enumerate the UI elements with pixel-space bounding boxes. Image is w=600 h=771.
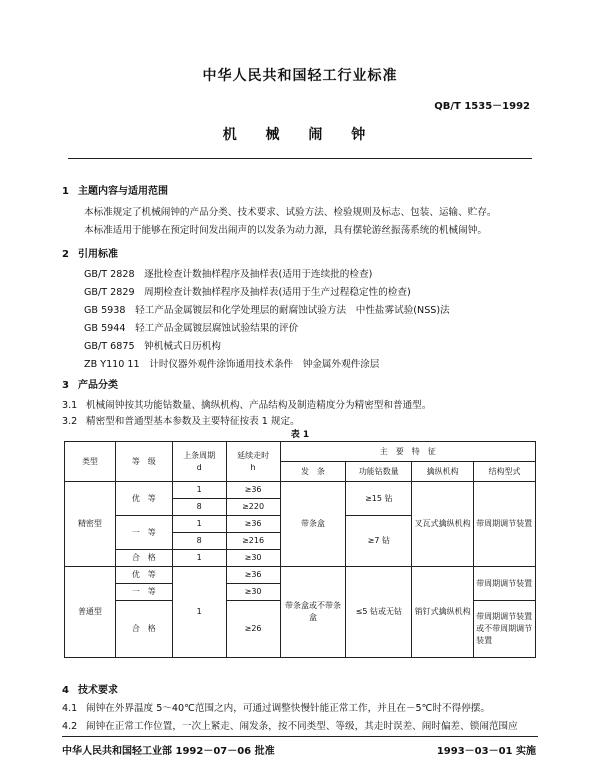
document-title: 机 械 闹 钟 [222,127,378,143]
header-period [172,442,226,482]
grade-first: 一 等 [115,516,172,550]
structure-ordinary-1: 带周期调节装置 [474,567,536,601]
section-title: 技术要求 [78,685,118,696]
jewels-ordinary: ≤5 钻或无钻 [346,567,412,658]
header-period-label: 上条周期 [183,450,216,460]
footer-rule [62,736,538,737]
header-period-unit: d [196,462,202,472]
type-precision: 精密型 [65,482,116,567]
section-number: 4 [62,685,69,696]
reference-item: GB/T 6875 钟机械式日历机构 [84,341,221,352]
runtime-cell: ≥30 [226,550,280,567]
reference-item: ZB Y110 11 计时仪器外观件涂饰通用技术条件 钟金属外观件涂层 [84,359,380,370]
structure-precision: 带周期调节装置 [474,482,536,567]
section-2-heading [62,245,118,260]
grade-pass: 合 格 [115,550,172,567]
runtime-cell: ≥26 [226,601,280,658]
reference-item: GB 5944 轻工产品金属镀层腐蚀试验结果的评价 [84,323,299,334]
section-3-heading [62,376,118,391]
standard-title: 中华人民共和国轻工行业标准 [202,68,398,84]
runtime-cell: ≥36 [226,516,280,533]
paragraph: 本标准适用于能够在预定时间发出闹声的以发条为动力源，具有摆轮游丝振荡系统的机械闹钟。 [84,225,487,236]
grade-first: 一 等 [115,584,172,601]
clause-text: 机械闹钟按其功能钻数量、擒纵机构、产品结构及制造精度分为精密型和普通型。 [86,400,432,411]
jewels-7: ≥7 钻 [346,516,412,567]
footer-effective-date: 1993－03－01 实施 [436,746,536,757]
spring-ordinary: 带条盒或不带条盒 [280,567,346,658]
header-grade: 等 级 [115,442,172,482]
clause-3-1 [62,397,431,411]
grade-excellent: 优 等 [115,567,172,584]
paragraph: 本标准规定了机械闹钟的产品分类、技术要求、试验方法、检验规则及标志、包装、运输、贮存。 [84,207,497,218]
runtime-cell: ≥36 [226,482,280,499]
runtime-cell: ≥30 [226,584,280,601]
header-jewels: 功能钻数量 [346,462,412,482]
footer-approval: 中华人民共和国轻工业部 1992－07－06 批准 [62,746,275,757]
table-1 [64,441,536,658]
section-number: 3 [62,380,69,391]
header-runtime [226,442,280,482]
table-row [65,482,536,499]
section-title: 主题内容与适用范围 [78,186,168,197]
reference-item: GB/T 2828 逐批检查计数抽样程序及抽样表(适用于连续批的检查) [84,269,373,280]
period-cell: 1 [172,516,226,533]
period-cell: 8 [172,499,226,516]
clause-text: 精密型和普通型基本参数及主要特征按表 1 规定。 [86,416,300,427]
table-caption: 表 1 [290,430,310,440]
reference-item: GB/T 2829 周期检查计数抽样程序及抽样表(适用于生产过程稳定性的检查) [84,287,411,298]
runtime-cell: ≥220 [226,499,280,516]
header-runtime-label: 延续走时 [237,450,270,460]
section-1-heading [62,182,168,197]
period-cell: 1 [172,550,226,567]
clause-4-2 [62,718,518,732]
reference-item: GB 5938 轻工产品金属镀层和化学处理层的耐腐蚀试验方法 中性盐雾试验(NSS)法 [84,305,450,316]
clause-number: 3.2 [62,416,78,427]
grade-pass: 合 格 [115,601,172,658]
header-type: 类型 [65,442,116,482]
clause-text: 闹钟在外界温度 5～40℃范围之内，可通过调整快慢针能正常工作，并且在－5℃时不得停摆。 [86,703,490,714]
structure-ordinary-2: 带周期调节装置或不带周期调节装置 [474,601,536,658]
period-cell: 8 [172,533,226,550]
header-structure: 结构型式 [474,462,536,482]
jewels-15: ≥15 钻 [346,482,412,516]
spring-precision: 带条盒 [280,482,346,567]
clause-number: 4.2 [62,721,78,732]
header-runtime-unit: h [250,462,256,472]
escapement-ordinary: 销钉式擒纵机构 [412,567,474,658]
escapement-precision: 叉瓦式擒纵机构 [412,482,474,567]
table-row [65,567,536,584]
standard-code: QB/T 1535－1992 [434,101,530,112]
clause-4-1 [62,700,490,714]
header-spring: 发 条 [280,462,346,482]
section-4-heading [62,681,118,696]
runtime-cell: ≥216 [226,533,280,550]
section-number: 1 [62,186,69,197]
type-ordinary: 普通型 [65,567,116,658]
clause-text: 闹钟在正常工作位置，一次上紧走、闹发条，按不同类型、等级，其走时误差、闹时偏差、锁闹范围应 [86,721,518,732]
section-title: 产品分类 [78,380,118,391]
section-title: 引用标准 [78,249,118,260]
grade-excellent: 优 等 [115,482,172,516]
clause-number: 4.1 [62,703,78,714]
clause-3-2 [62,413,300,427]
period-cell: 1 [172,567,226,658]
header-main-features: 主 要 特 征 [280,442,535,462]
clause-number: 3.1 [62,400,78,411]
header-escapement: 擒纵机构 [412,462,474,482]
period-cell: 1 [172,482,226,499]
section-number: 2 [62,249,69,260]
header-rule [68,158,532,159]
runtime-cell: ≥36 [226,567,280,584]
